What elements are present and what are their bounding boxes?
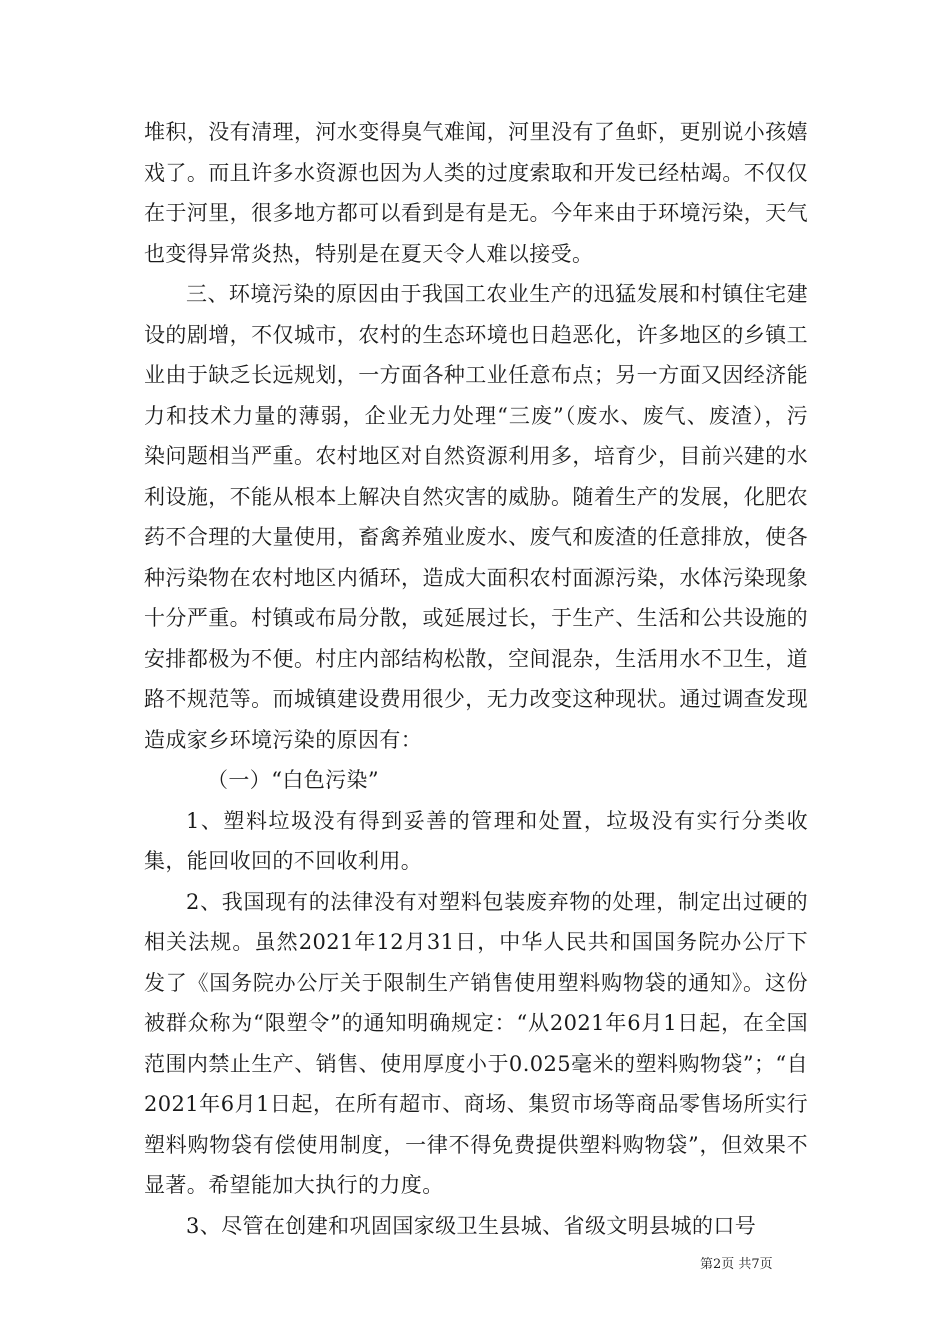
paragraph-continuation: 堆积，没有清理，河水变得臭气难闻，河里没有了鱼虾，更别说小孩嬉戏了。而且许多水资源也因为人类的过度索取和开发已经枯竭。不仅仅在于河里，很多地方都可以看到是有是无。今年来由于环境污染，天气也变得异常炎热，特别是在夏天令人难以接受。 xyxy=(144,120,808,266)
paragraph-item-1: 1、塑料垃圾没有得到妥善的管理和处置，垃圾没有实行分类收集，能回收回的不回收利用。 xyxy=(144,808,808,873)
page-number-footer: 第2页 共7页 xyxy=(700,1257,773,1272)
paragraph-item-2: 2、我国现有的法律没有对塑料包装废弃物的处理，制定出过硬的相关法规。虽然2021年12月31日，中华人民共和国国务院办公厅下发了《国务院办公厅关于限制生产销售使用塑料购物袋的通知》。这份被群众称为“限塑令”的通知明确规定：“从2021年6月1日起，在全国范围内禁止生产、销售、使用厚度小于0.025毫米的塑料购物袋”；“自2021年6月1日起，在所有超市、商场、集贸市场等商品零售场所实行塑料购物袋有偿使用制度，一律不得免费提供塑料购物袋”，但效果不显著。希望能加大执行的力度。 xyxy=(144,889,808,1197)
paragraph-section-three: 三、环境污染的原因由于我国工农业生产的迅猛发展和村镇住宅建设的剧增，不仅城市，农村的生态环境也日趋恶化，许多地区的乡镇工业由于缺乏长远规划，一方面各种工业任意布点；另一方面又因经济能力和技术力量的薄弱，企业无力处理“三废”（废水、废气、废渣），污染问题相当严重。农村地区对自然资源利用多，培育少，目前兴建的水利设施，不能从根本上解决自然灾害的威胁。随着生产的发展，化肥农药不合理的大量使用，畜禽养殖业废水、废气和废渣的任意排放，使各种污染物在农村地区内循环，造成大面积农村面源污染，水体污染现象十分严重。村镇或布局分散，或延展过长，于生产、生活和公共设施的安排都极为不便。村庄内部结构松散，空间混杂，生活用水不卫生，道路不规范等。而城镇建设费用很少，无力改变这种现状。通过调查发现造成家乡环境污染的原因有： xyxy=(144,282,808,752)
paragraph-item-3: 3、尽管在创建和巩固国家级卫生县城、省级文明县城的口号 xyxy=(186,1213,757,1238)
subheading-white-pollution: （一）“白色污染” xyxy=(207,768,380,792)
document-body xyxy=(144,112,808,1246)
